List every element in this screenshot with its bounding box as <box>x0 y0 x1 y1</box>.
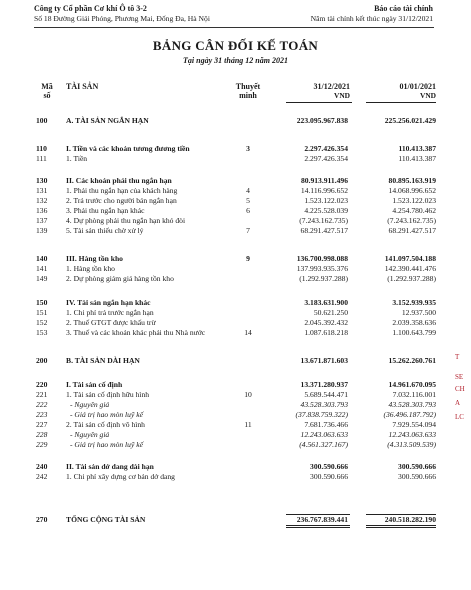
header-divider <box>34 27 434 28</box>
row-previous-value: 14.961.670.095 <box>388 380 436 389</box>
row-code: 136 <box>36 206 48 215</box>
row-previous-value: 43.528.303.793 <box>388 400 436 409</box>
row-code: 228 <box>36 430 48 439</box>
row-current-value: 14.116.996.652 <box>300 186 348 195</box>
row-label: 5. Tài sản thiếu chờ xử lý <box>66 226 144 235</box>
table-row <box>0 154 471 164</box>
row-note: 4 <box>246 186 250 195</box>
table-row <box>0 420 471 430</box>
table-row <box>0 515 471 525</box>
row-code: 140 <box>36 254 48 263</box>
row-previous-value: 300.590.666 <box>398 462 436 471</box>
table-row <box>0 274 471 284</box>
row-current-value: 3.183.631.900 <box>304 298 348 307</box>
table-row <box>0 254 471 264</box>
margin-stamp-text: A <box>455 399 461 407</box>
row-code: 131 <box>36 186 48 195</box>
row-code: 149 <box>36 274 48 283</box>
row-code: 132 <box>36 196 48 205</box>
row-current-value: 13.671.871.603 <box>300 356 348 365</box>
row-code: 270 <box>36 515 48 524</box>
row-note: 5 <box>246 196 250 205</box>
row-current-value: 223.095.967.838 <box>296 116 348 125</box>
row-previous-value: 7.032.116.001 <box>392 390 436 399</box>
row-code: 150 <box>36 298 48 307</box>
row-label: - Nguyên giá <box>70 400 110 409</box>
row-previous-value: (7.243.162.735) <box>387 216 436 225</box>
margin-stamp-text: T <box>455 353 460 361</box>
row-label: 1. Tài sản cố định hữu hình <box>66 390 150 399</box>
row-label: TỔNG CỘNG TÀI SẢN <box>66 515 146 524</box>
row-label: 3. Phải thu ngắn hạn khác <box>66 206 145 215</box>
row-note: 7 <box>246 226 250 235</box>
row-current-value: 2.297.426.354 <box>304 144 348 153</box>
row-label: 1. Chi phí xây dựng cơ bản dở dang <box>66 472 175 481</box>
row-note: 3 <box>246 144 250 153</box>
row-previous-value: 14.068.996.652 <box>388 186 436 195</box>
margin-stamp-text: CH <box>455 385 465 393</box>
row-previous-value: 15.262.260.761 <box>388 356 436 365</box>
row-previous-value: 68.291.427.517 <box>388 226 436 235</box>
row-note: 11 <box>244 420 252 429</box>
row-current-value: 5.689.544.471 <box>304 390 348 399</box>
row-current-value: 236.767.839.441 <box>296 515 348 524</box>
col-header-previous: 01/01/2021 VND <box>399 82 436 100</box>
row-previous-value: 3.152.939.935 <box>392 298 436 307</box>
table-row <box>0 440 471 450</box>
row-label: 4. Dự phòng phải thu ngắn hạn khó đòi <box>66 216 186 225</box>
row-current-value: 4.225.528.039 <box>304 206 348 215</box>
row-code: 227 <box>36 420 48 429</box>
row-current-value: (7.243.162.735) <box>299 216 348 225</box>
row-previous-value: 110.413.387 <box>398 144 436 153</box>
table-row <box>0 186 471 196</box>
table-row <box>0 206 471 216</box>
row-previous-value: (36.496.187.792) <box>383 410 436 419</box>
row-code: 139 <box>36 226 48 235</box>
row-current-value: (4.561.327.167) <box>299 440 348 449</box>
row-current-value: 1.087.618.218 <box>304 328 348 337</box>
row-code: 221 <box>36 390 48 399</box>
document-subtitle: Tại ngày 31 tháng 12 năm 2021 <box>183 56 288 65</box>
row-label: 1. Chi phí trả trước ngắn hạn <box>66 308 154 317</box>
table-row <box>0 308 471 318</box>
row-previous-value: (4.313.509.539) <box>387 440 436 449</box>
table-row <box>0 226 471 236</box>
row-label: 2. Tài sản cố định vô hình <box>66 420 145 429</box>
row-current-value: 300.590.666 <box>310 462 348 471</box>
row-current-value: 68.291.427.517 <box>300 226 348 235</box>
col-header-note: Thuyết minh <box>235 82 261 100</box>
row-label: 1. Tiền <box>66 154 88 163</box>
row-label: 2. Thuế GTGT được khấu trừ <box>66 318 156 327</box>
margin-stamp-text: SE <box>455 373 464 381</box>
row-note: 9 <box>246 254 250 263</box>
table-row <box>0 144 471 154</box>
row-label: 2. Trả trước cho người bán ngắn hạn <box>66 196 177 205</box>
row-label: A. TÀI SẢN NGẮN HẠN <box>66 116 149 125</box>
row-previous-value: (1.292.937.288) <box>387 274 436 283</box>
row-current-value: 2.297.426.354 <box>304 154 348 163</box>
row-label: B. TÀI SẢN DÀI HẠN <box>66 356 140 365</box>
table-row <box>0 116 471 126</box>
row-label: IV. Tài sản ngắn hạn khác <box>66 298 151 307</box>
table-row <box>0 400 471 410</box>
row-current-value: 7.681.736.466 <box>304 420 348 429</box>
row-code: 200 <box>36 356 48 365</box>
company-name: Công ty Cổ phần Cơ khí Ô tô 3-2 <box>34 4 147 13</box>
row-previous-value: 4.254.780.462 <box>392 206 436 215</box>
row-previous-value: 7.929.554.094 <box>392 420 436 429</box>
row-current-value: 300.590.666 <box>310 472 348 481</box>
row-label: I. Tài sản cố định <box>66 380 123 389</box>
row-current-value: 136.700.998.088 <box>296 254 348 263</box>
table-row <box>0 390 471 400</box>
row-code: 152 <box>36 318 48 327</box>
table-row <box>0 472 471 482</box>
row-current-value: 2.045.392.432 <box>304 318 348 327</box>
row-label: 2. Dự phòng giảm giá hàng tồn kho <box>66 274 174 283</box>
current-col-rule <box>286 102 352 103</box>
row-previous-value: 225.256.021.429 <box>384 116 436 125</box>
document-title: BẢNG CÂN ĐỐI KẾ TOÁN <box>152 38 319 53</box>
row-code: 141 <box>36 264 48 273</box>
table-row <box>0 356 471 366</box>
table-row <box>0 264 471 274</box>
row-code: 220 <box>36 380 48 389</box>
row-code: 222 <box>36 400 48 409</box>
row-previous-value: 300.590.666 <box>398 472 436 481</box>
row-label: - Nguyên giá <box>70 430 110 439</box>
row-label: I. Tiền và các khoản tương đương tiền <box>66 144 190 153</box>
previous-col-rule <box>366 102 436 103</box>
margin-stamp-text: LC <box>455 413 464 421</box>
col-header-code: Mã số <box>41 82 53 100</box>
total-rule-current <box>286 514 350 515</box>
row-current-value: 13.371.280.937 <box>300 380 348 389</box>
row-current-value: 137.993.935.376 <box>296 264 348 273</box>
table-row <box>0 176 471 186</box>
row-label: 1. Hàng tồn kho <box>66 264 115 273</box>
table-row <box>0 196 471 206</box>
row-label: II. Tài sản dở dang dài hạn <box>66 462 154 471</box>
row-previous-value: 141.097.504.188 <box>384 254 436 263</box>
table-row <box>0 380 471 390</box>
row-code: 110 <box>36 144 47 153</box>
row-code: 130 <box>36 176 48 185</box>
row-label: II. Các khoản phải thu ngắn hạn <box>66 176 172 185</box>
row-code: 111 <box>36 154 47 163</box>
table-row <box>0 462 471 472</box>
row-note: 14 <box>244 328 252 337</box>
row-previous-value: 142.390.441.476 <box>384 264 436 273</box>
total-double-current <box>286 527 350 528</box>
row-code: 137 <box>36 216 48 225</box>
row-note: 10 <box>244 390 252 399</box>
row-code: 242 <box>36 472 48 481</box>
report-header <box>311 4 433 24</box>
row-code: 100 <box>36 116 48 125</box>
col-header-current: 31/12/2021 VND <box>313 82 350 100</box>
table-row <box>0 430 471 440</box>
table-row <box>0 410 471 420</box>
row-current-value: (37.838.759.322) <box>295 410 348 419</box>
col-header-asset: TÀI SẢN <box>66 82 99 91</box>
row-previous-value: 240.518.282.190 <box>384 515 436 524</box>
row-label: 3. Thuế và các khoản khác phải thu Nhà nước <box>66 328 206 337</box>
row-code: 223 <box>36 410 48 419</box>
row-current-value: 1.523.122.023 <box>304 196 348 205</box>
row-previous-value: 1.100.643.799 <box>392 328 436 337</box>
row-previous-value: 80.895.163.919 <box>388 176 436 185</box>
row-previous-value: 2.039.358.636 <box>392 318 436 327</box>
table-row <box>0 298 471 308</box>
row-current-value: 12.243.063.633 <box>300 430 348 439</box>
company-header <box>34 4 210 24</box>
row-current-value: (1.292.937.288) <box>299 274 348 283</box>
row-previous-value: 12.937.500 <box>401 308 436 317</box>
row-current-value: 43.528.303.793 <box>300 400 348 409</box>
row-code: 151 <box>36 308 48 317</box>
row-label: III. Hàng tồn kho <box>66 254 123 263</box>
report-type: Báo cáo tài chính <box>374 4 433 13</box>
total-underline-current <box>286 525 350 526</box>
total-rule-previous <box>366 514 436 515</box>
total-double-previous <box>366 527 436 528</box>
row-label: 1. Phải thu ngắn hạn của khách hàng <box>66 186 178 195</box>
table-row <box>0 318 471 328</box>
row-code: 153 <box>36 328 48 337</box>
table-row <box>0 328 471 338</box>
row-label: - Giá trị hao mòn luỹ kế <box>70 410 143 419</box>
total-underline-previous <box>366 525 436 526</box>
row-code: 240 <box>36 462 48 471</box>
row-code: 229 <box>36 440 48 449</box>
table-row <box>0 216 471 226</box>
row-note: 6 <box>246 206 250 215</box>
fiscal-year: Năm tài chính kết thúc ngày 31/12/2021 <box>310 14 433 23</box>
company-address: Số 18 Đường Giải Phóng, Phương Mai, Đống Đa, Hà Nội <box>34 14 210 23</box>
row-current-value: 80.913.911.496 <box>300 176 348 185</box>
row-previous-value: 12.243.063.633 <box>388 430 436 439</box>
row-label: - Giá trị hao mòn luỹ kế <box>70 440 143 449</box>
row-current-value: 50.621.250 <box>313 308 348 317</box>
row-previous-value: 110.413.387 <box>398 154 436 163</box>
row-previous-value: 1.523.122.023 <box>392 196 436 205</box>
